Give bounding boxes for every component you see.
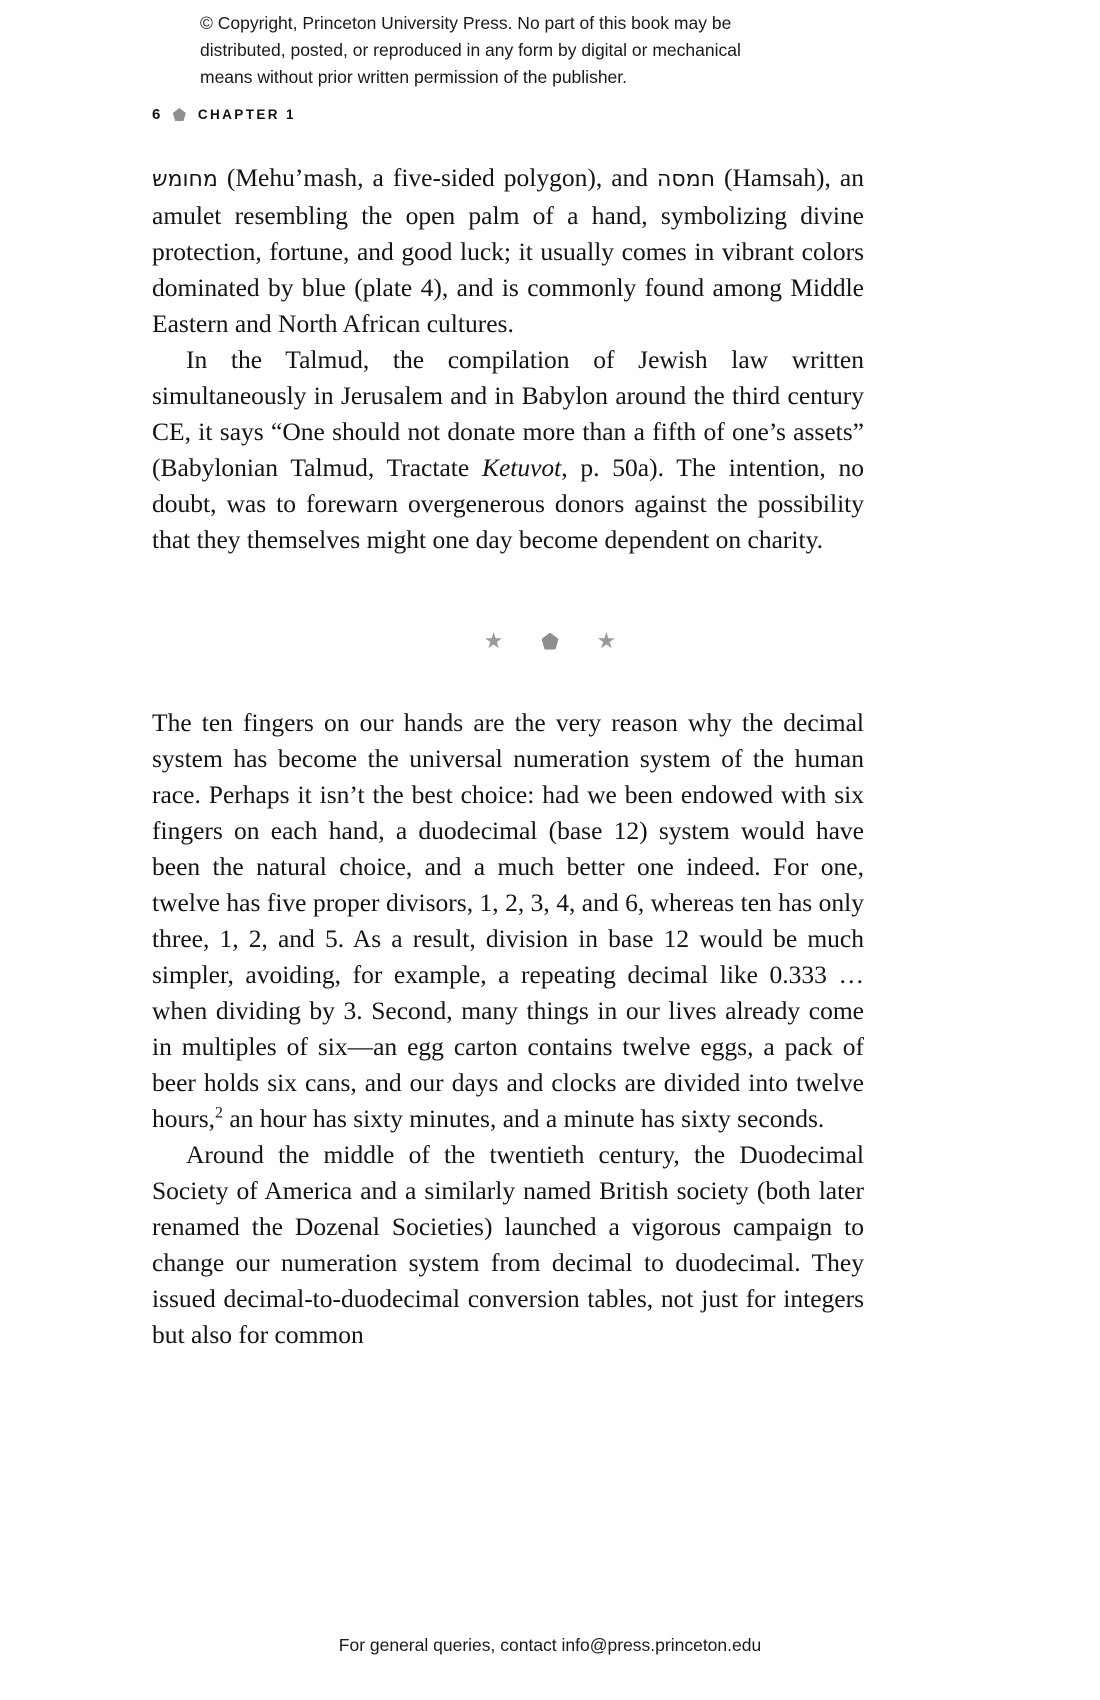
pentagon-icon-center <box>542 633 559 650</box>
running-head <box>152 106 296 123</box>
paragraph-3: The ten fingers on our hands are the very reason why the decimal system has become the universal numeration system of the human race. Perhaps it isn’t the best choice: had we been endowed with six fingers on each hand, a duodecimal (base 12) system would have been the natural choice, and a much better one indeed. For one, twelve has five proper divisors, 1, 2, 3, 4, and 6, whereas ten has only three, 1, 2, and 5. As a result, division in base 12 would be much simpler, avoiding, for example, a repeating decimal like 0.333 … when dividing by 3. Second, many things in our lives already come in multiples of six—an egg carton contains twelve eggs, a pack of beer holds six cans, and our days and clocks are divided into twelve hours,$^2$ an hour has sixty minutes, and a minute has sixty seconds. <box>152 708 864 1133</box>
chapter-label: CHAPTER 1 <box>197 107 296 122</box>
paragraph-2: In the Talmud, the compilation of Jewish law written simultaneously in Jerusalem and in Babylon around the third century CE, it says “One should not donate more than a fifth of one’s assets” (Babylonian Talmud, Tractate Ketuvot, p. 50a). The intention, no doubt, was to forewarn overgenerous donors against the possibility that they themselves might one day become dependent on charity. <box>152 345 865 554</box>
page-number: 6 <box>152 106 161 123</box>
copyright-line-2: distributed, posted, or reproduced in any form by digital or mechanical <box>200 40 741 61</box>
star-icon-right: ★ <box>596 628 617 653</box>
copyright-line-1: © Copyright, Princeton University Press. No part of this book may be <box>200 13 732 33</box>
section-ornament <box>0 630 1100 652</box>
pentagon-icon <box>173 108 186 121</box>
copyright-line-3: means without prior written permission of the publisher. <box>200 67 628 88</box>
body-text-block-bottom <box>152 705 864 1353</box>
paragraph-4: Around the middle of the twentieth century, the Duodecimal Society of America and a similarly named British society (both later renamed the Dozenal Societies) launched a vigorous campaign to change our numeration system from decimal to duodecimal. They issued decimal-to-duodecimal conversion tables, not just for integers but also for common <box>152 1140 864 1349</box>
paragraph-1: מחומש (Mehu’mash, a five-sided polygon), and חמסה (Hamsah), an amulet resembling the open palm of a hand, symbolizing divine protection, fortune, and good luck; it usually comes in vibrant colors dominated by blue (plate 4), and is commonly found among Middle Eastern and North African cultures. <box>152 163 864 338</box>
copyright-notice <box>200 10 900 91</box>
body-text-block-top <box>152 160 864 558</box>
footer-query-line: For general queries, contact info@press.princeton.edu <box>338 1635 762 1655</box>
star-icon-left: ★ <box>483 628 504 653</box>
